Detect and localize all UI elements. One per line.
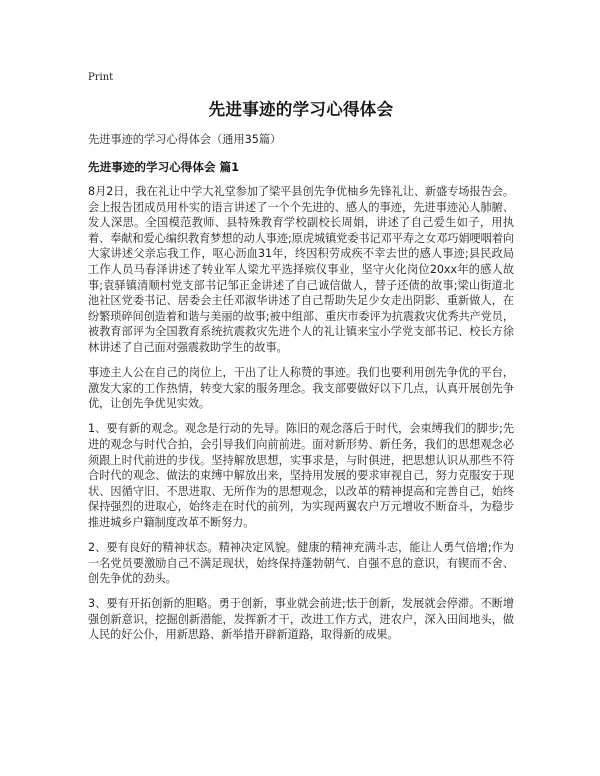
document-subtitle: 先进事迹的学习心得体会（通用35篇） bbox=[88, 133, 282, 146]
document-body bbox=[88, 184, 514, 653]
paragraph-2: 事迹主人公在自己的岗位上，干出了让人称赞的事迹。我们也要利用创先争优的平台，激发大家的工作热情，转变大家的服务理念。我支部要做好以下几点，认真开展创先争优，让创先争优见实效。 bbox=[88, 366, 514, 411]
paragraph-5: 3、要有开拓创新的胆略。勇于创新，事业就会前进;怯于创新，发展就会停滞。不断增强创新意识，挖掘创新潜能，发挥新才干，改进工作方式，进农户，深入田间地头，做人民的好公仆，用新思路、新举措开辟新道路，取得新的成果。 bbox=[88, 597, 514, 642]
paragraph-1: 8月2日，我在礼让中学大礼堂参加了梁平县创先争优柚乡先锋礼让、新盛专场报告会。会上报告团成员用朴实的语言讲述了一个个先进的、感人的事迹，先进事迹沁人肺腑、发人深思。全国模范教师、县特殊教育学校副校长周娟，讲述了自己爱生如子，用执着、奉献和爱心编织教育梦想的动人事迹;原虎城镇党委书记邓平寿之女邓巧娟哽咽着向大家讲述父亲忘我工作，呕心沥血31年，终因积劳成疾不幸去世的感人事迹;县民政局工作人员马春泽讲述了转业军人梁尤平选择殡仪事业，坚守火化岗位20xx年的感人故事;袁驿镇清顺村党支部书记邹正金讲述了自己诚信做人，替子还债的故事;梁山街道北池社区党委书记、居委会主任邓淑华讲述了自己帮助失足少女走出阴影、重新做人，在纷繁琐碎间创造着和谐与美丽的故事;被中组部、重庆市委评为抗震救灾优秀共产党员，被教育部评为全国教育系统抗震救灾先进个人的礼让镇来宝小学党支部书记、校长方徐林讲述了自己面对强震救助学生的故事。 bbox=[88, 185, 514, 354]
paragraph-3: 1、要有新的观念。观念是行动的先导。陈旧的观念落后于时代，会束缚我们的脚步;先进的观念与时代合拍，会引导我们向前前进。面对新形势、新任务，我们的思想观念必须跟上时代前进的步伐。坚持解放思想，实事求是，与时俱进，把思想认识从那些不符合时代的观念、做法的束缚中解放出来，坚持用发展的要求审视自己，努力克服安于现状、因循守旧、不思进取、无所作为的思想观念，以改革的精神提高和完善自己，始终保持强烈的进取心，始终走在时代的前列，为实现两翼农户万元增收不断奋斗，为稳步推进城乡户籍制度改革不断努力。 bbox=[88, 422, 514, 529]
paragraph-4: 2、要有良好的精神状态。精神决定风貌。健康的精神充满斗志，能让人勇气倍增;作为一名党员要激励自己不满足现状，始终保持蓬勃朝气、自强不息的意识，有锲而不舍、创先争优的劲头。 bbox=[88, 540, 514, 586]
section-heading: 先进事迹的学习心得体会 篇1 bbox=[88, 160, 240, 174]
print-link[interactable]: Print bbox=[88, 72, 114, 83]
page-title: 先进事迹的学习心得体会 bbox=[208, 100, 394, 119]
